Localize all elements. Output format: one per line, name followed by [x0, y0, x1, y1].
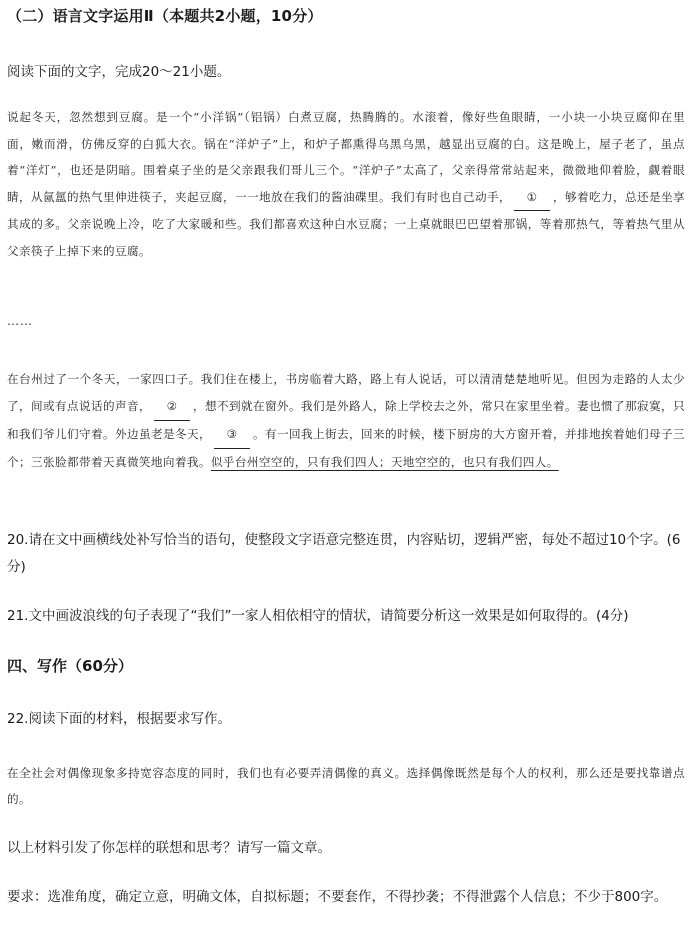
passage-text: 说起冬天，忽然想到豆腐。是一个“小洋锅”（铝锅）白煮豆腐，热腾腾的。水滚着，像好些鱼眼睛，一小块一小块豆腐仰在里面，嫩而滑，仿佛反穿的白狐大衣。锅在“洋炉子”上，和炉子都熏得乌黑乌黑，越显出豆腐的白。这是晚上，屋子老了，虽点着“洋灯”，也还是阴暗。围着桌子坐的是父亲跟我们哥儿三个。“洋炉子”太高了，父亲得常常站起来，微微地仰着脸，觑着眼睛，从氤氲的热气里伸进筷子，夹起豆腐，一一地放在我们的酱油碟里。我们有时也自己动手， — [7, 110, 685, 204]
blank-1: ① — [514, 184, 550, 212]
question-21: 21.文中画波浪线的句子表现了“我们”一家人相依相守的情状，请简要分析这一效果是如何取得的。(4分) — [7, 608, 629, 624]
passage-ellipsis: …… — [7, 314, 33, 328]
question-20: 20.请在文中画横线处补写恰当的语句，使整段文字语意完整连贯，内容贴切，逻辑严密，每处不超过10个字。(6分) — [7, 532, 681, 575]
wavy-underlined-sentence: 似乎台州空空的，只有我们四人；天地空空的，也只有我们四人。 — [210, 455, 559, 469]
writing-material: 在全社会对偶像现象多持宽容态度的同时，我们也有必要弄清偶像的真义。选择偶像既然是每个人的权利，那么还是要找靠谱点的。 — [7, 766, 685, 806]
passage-paragraph-2 — [7, 366, 685, 476]
passage-text: 在台州过了一个冬天，一家四口子。我们住在楼上，书房临着大路，路上有人说话，可以清清楚楚地听见。但因为走路的人太少了，间或有点说话的声音， — [7, 372, 685, 413]
writing-prompt: 以上材料引发了你怎样的联想和思考？请写一篇文章。 — [7, 840, 331, 856]
section-four-heading: 四、写作（60分） — [7, 657, 133, 675]
reading-instruction: 阅读下面的文字，完成20～21小题。 — [7, 64, 231, 80]
blank-2: ② — [154, 393, 190, 421]
writing-requirements: 要求：选准角度，确定立意，明确文体，自拟标题；不要套作，不得抄袭；不得泄露个人信息；不少于800字。 — [7, 889, 668, 905]
question-22: 22.阅读下面的材料，根据要求写作。 — [7, 711, 231, 727]
blank-3: ③ — [214, 421, 250, 449]
passage-text: 。有一回我上街去，回来的时候，楼下厨房的大方窗开着，并排地挨着她们母子三个；三张脸都带着天真微笑地向着我。 — [7, 427, 685, 469]
passage-text: ，想不到就在窗外。我们是外路人，除上学校去之外，常只在家里坐着。妻也惯了那寂寞，只和我们爷儿们守着。外边虽老是冬天， — [7, 399, 685, 441]
section-two-heading: （二）语言文字运用Ⅱ（本题共2小题，10分） — [7, 7, 323, 25]
passage-text: ，够着吃力，总还是坐享其成的多。父亲说晚上冷，吃了大家暖和些。我们都喜欢这种白水豆腐；一上桌就眼巴巴望着那锅，等着那热气，等着热气里从父亲筷子上掉下来的豆腐。 — [7, 189, 685, 258]
passage-paragraph-1 — [7, 104, 685, 264]
